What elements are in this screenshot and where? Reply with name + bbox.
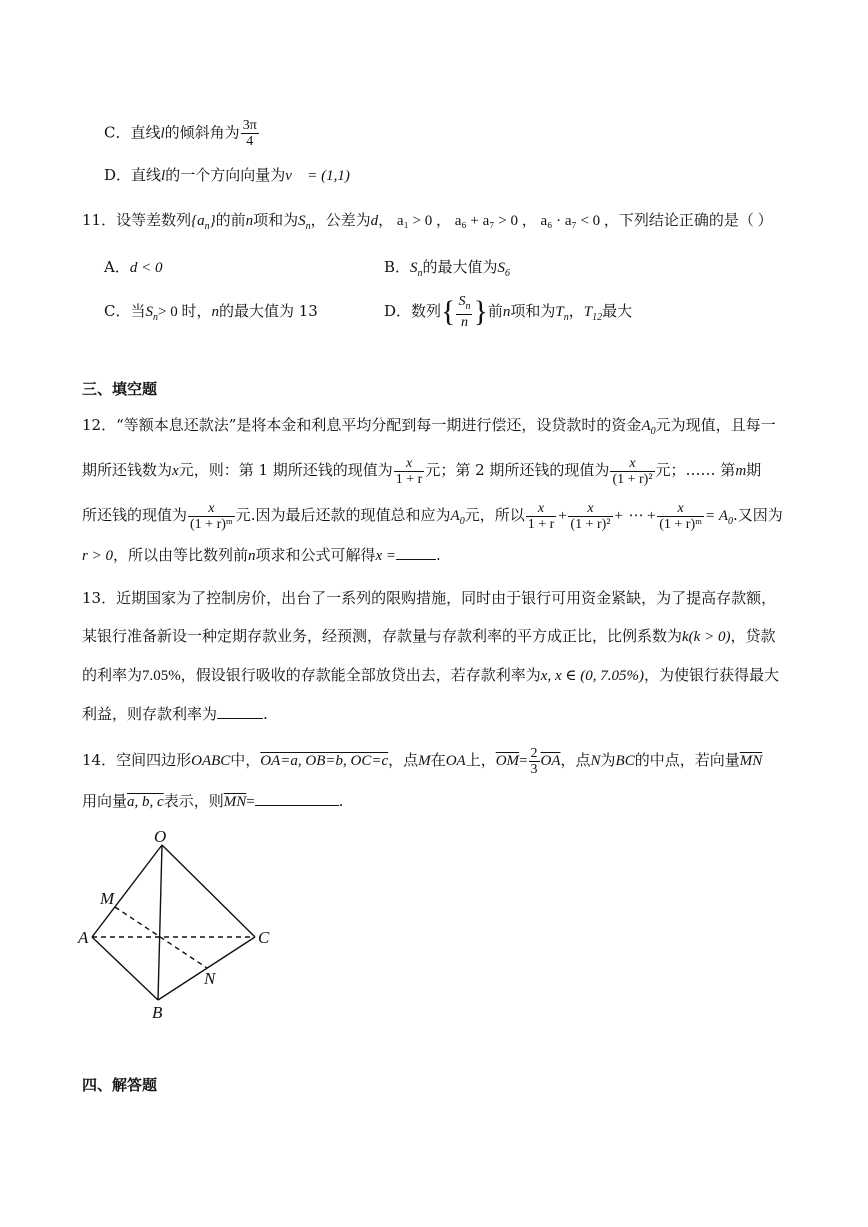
label-b: B: [152, 1003, 163, 1022]
label-m: M: [100, 889, 115, 908]
q14-line-1: 14．空间四边形OABC中，OA=a, OB=b, OC=c，点M在OA上，$\overline{OM}=$ $\frac{2}{3}$ $\overline{OA}$，点N为BC的中点，若向量$\overline{MN}$: [82, 745, 763, 777]
tetrahedron-figure: [70, 822, 290, 1027]
q13-answer-blank[interactable]: [217, 704, 263, 719]
q14-answer-blank[interactable]: [255, 791, 339, 806]
q11-option-c: C．当$S_n> 0$ 时，n的最大值为 13: [104, 302, 318, 323]
q12-line-3: 所还钱的现值为 $\frac{x}{\text{(1 + r)ᵐ}}$ 元.因为最后还款的现值总和应为$A_0$元，所以 $\frac{x}{1 + r}$ + $\frac{x}{\text{(1 + r)²}}$ + ⋯ + $\frac{x}{\text{(1 + r)ᵐ}}$ = $A_0$.又因为: [82, 500, 783, 532]
label-a: A: [78, 928, 89, 947]
q13-line-3: 的利率为7.05%，假设银行吸收的存款能全部放贷出去，若存款利率为x, x ∈ (0, 7.05%)，为使银行获得最大: [82, 666, 779, 684]
q11-option-a: A．d < 0: [104, 258, 163, 276]
label-n: N: [204, 969, 216, 988]
q13-line-4: 利益，则存款利率为 .: [82, 705, 268, 723]
q11-stem: 11．设等差数列$\{a_n\}$的前n项和为$S_n$，公差为d， a₁ > 0 ， a₆ + a₇ > 0 ， a₆ · a₇ < 0 ，下列结论正确的是（ ）: [82, 211, 773, 232]
q12-line-1: 12．“等额本息还款法”是将本金和利息平均分配到每一期进行偿还，设贷款时的资金$A_0$元为现值，且每一: [82, 416, 776, 437]
q13-line-2: 某银行准备新设一种定期存款业务，经预测，存款量与存款利率的平方成正比，比例系数为k(k > 0)，贷款: [82, 627, 776, 645]
q12-line-2: 期所还钱数为x元，则：第 1 期所还钱的现值为 $\frac{x}{1 + r}$ 元；第 2 期所还钱的现值为 $\frac{x}{\text{(1 + r)²}}$ 元；…… 第m期: [82, 455, 762, 487]
q11-option-d: D．数列{ $\frac{S_n}{n}$ }前n项和为$T_n$，$T_{12}$最大: [384, 294, 633, 330]
edge-oc: [162, 845, 255, 937]
section-heading-solutions: 四、解答题: [82, 1076, 158, 1094]
q11-option-b: B．$S_n$的最大值为$S_6$: [384, 258, 511, 279]
q14-line-2: 用向量a, b, c表示，则$\overline{MN}=$ .: [82, 792, 344, 810]
label-c: C: [258, 928, 270, 947]
q10-option-c: C．直线l的倾斜角为 $\frac{3\pi}{4}$: [104, 118, 257, 149]
edge-ob: [158, 845, 162, 1000]
q12-answer-blank[interactable]: [396, 545, 436, 560]
label-o: O: [154, 827, 167, 846]
fraction-3pi-over-4: $\frac{3\pi}{4}$: [242, 118, 257, 149]
q12-line-4: r > 0，所以由等比数列前n项求和公式可解得x = .: [82, 546, 441, 564]
edge-ab: [92, 937, 158, 1000]
q10-option-d: D．直线l的一个方向向量为v⃗ = (1,1): [104, 166, 350, 184]
section-heading-fill-in: 三、填空题: [82, 380, 158, 398]
q13-line-1: 13．近期国家为了控制房价，出台了一系列的限购措施，同时由于银行可用资金紧缺，为了提高存款额，: [82, 589, 777, 607]
